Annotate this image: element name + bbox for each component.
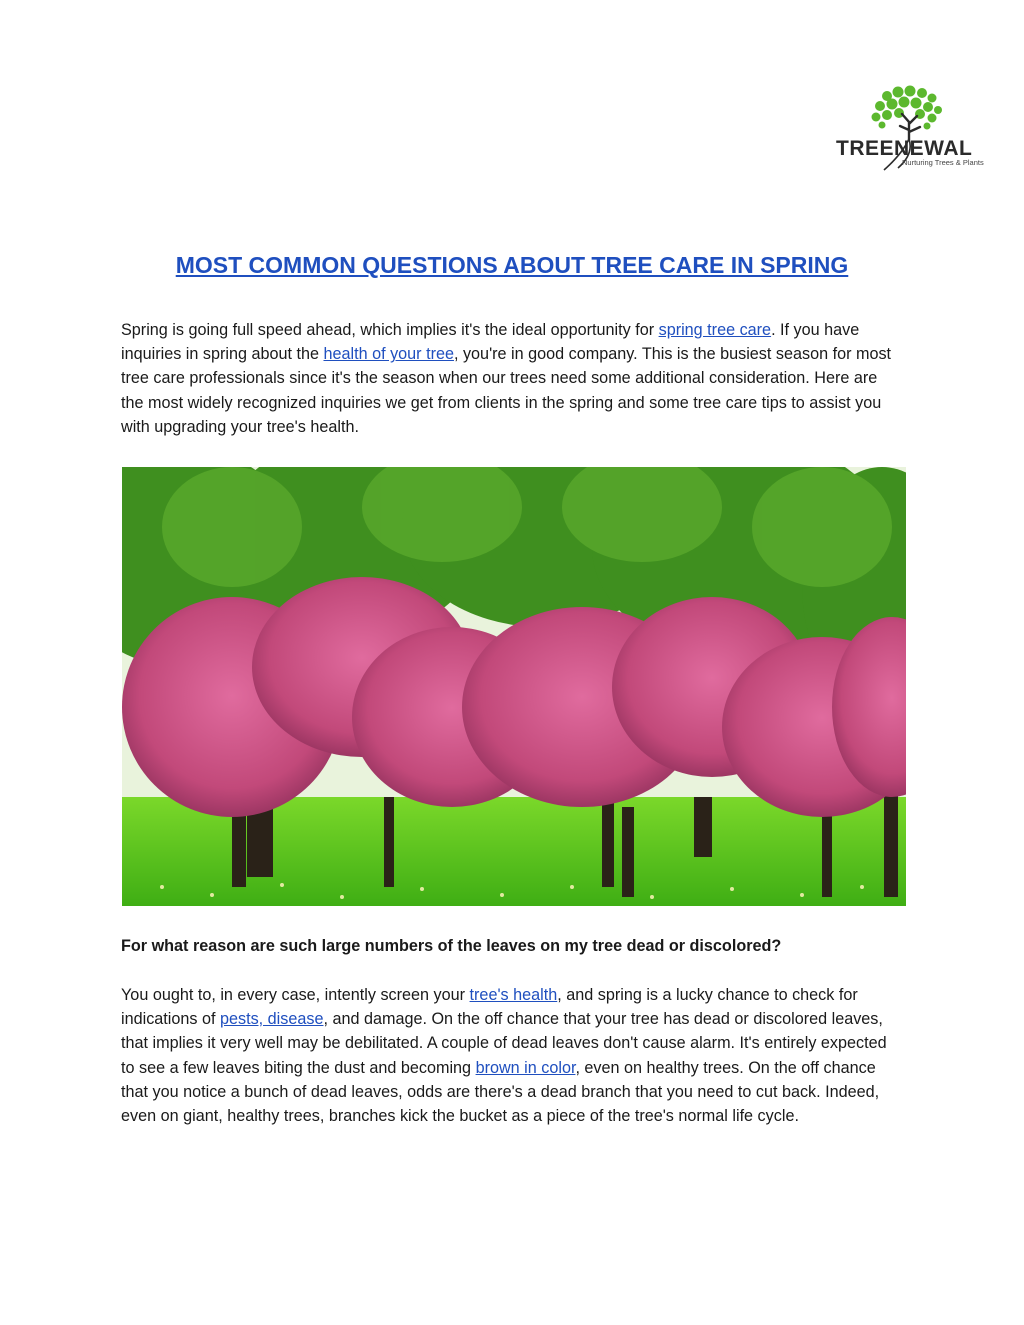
blossom-trees-photo (122, 467, 906, 906)
question-heading: For what reason are such large numbers of the leaves on my tree dead or discolored? (121, 937, 782, 955)
intro-paragraph: Spring is going full speed ahead, which implies it's the ideal opportunity for spring tree care. If you have inquiries in spring about the health of your tree, you're in good company. This is the busiest season for most tree care professionals since it's the season when our trees need some additional consideration. Here are the most widely recognized inquiries we get from clients in the spring and some tree care tips to assist you with upgrading your tree's health. (121, 321, 892, 436)
spring-tree-care-link[interactable]: spring tree care (658, 321, 772, 339)
answer-paragraph: You ought to, in every case, intently screen your tree's health, and spring is a lucky chance to check for indications of pests, disease, and damage. On the off chance that your tree has dead or discolored leaves, that implies it very well may be debilitated. A couple of dead leaves don't cause alarm. It's entirely expected to see a few leaves biting the dust and becoming brown in color, even on healthy trees. On the off chance that you notice a bunch of dead leaves, odds are there's a dead branch that you need to cut back. Indeed, even on giant, healthy trees, branches kick the bucket as a piece of the tree's normal life cycle. (121, 986, 887, 1126)
pests-disease-link[interactable]: pests, disease (219, 1010, 324, 1029)
brand-logo (832, 84, 987, 172)
logo-tagline: Nurturing Trees & Plants (902, 158, 984, 167)
brown-in-color-link[interactable]: brown in color (475, 1058, 576, 1077)
trees-health-link[interactable]: tree's health (469, 986, 558, 1004)
logo-wordmark: TREENEWAL (836, 137, 973, 160)
page-title[interactable]: MOST COMMON QUESTIONS ABOUT TREE CARE IN SPRING (175, 252, 849, 278)
tree-health-link[interactable]: health of your tree (323, 345, 454, 364)
